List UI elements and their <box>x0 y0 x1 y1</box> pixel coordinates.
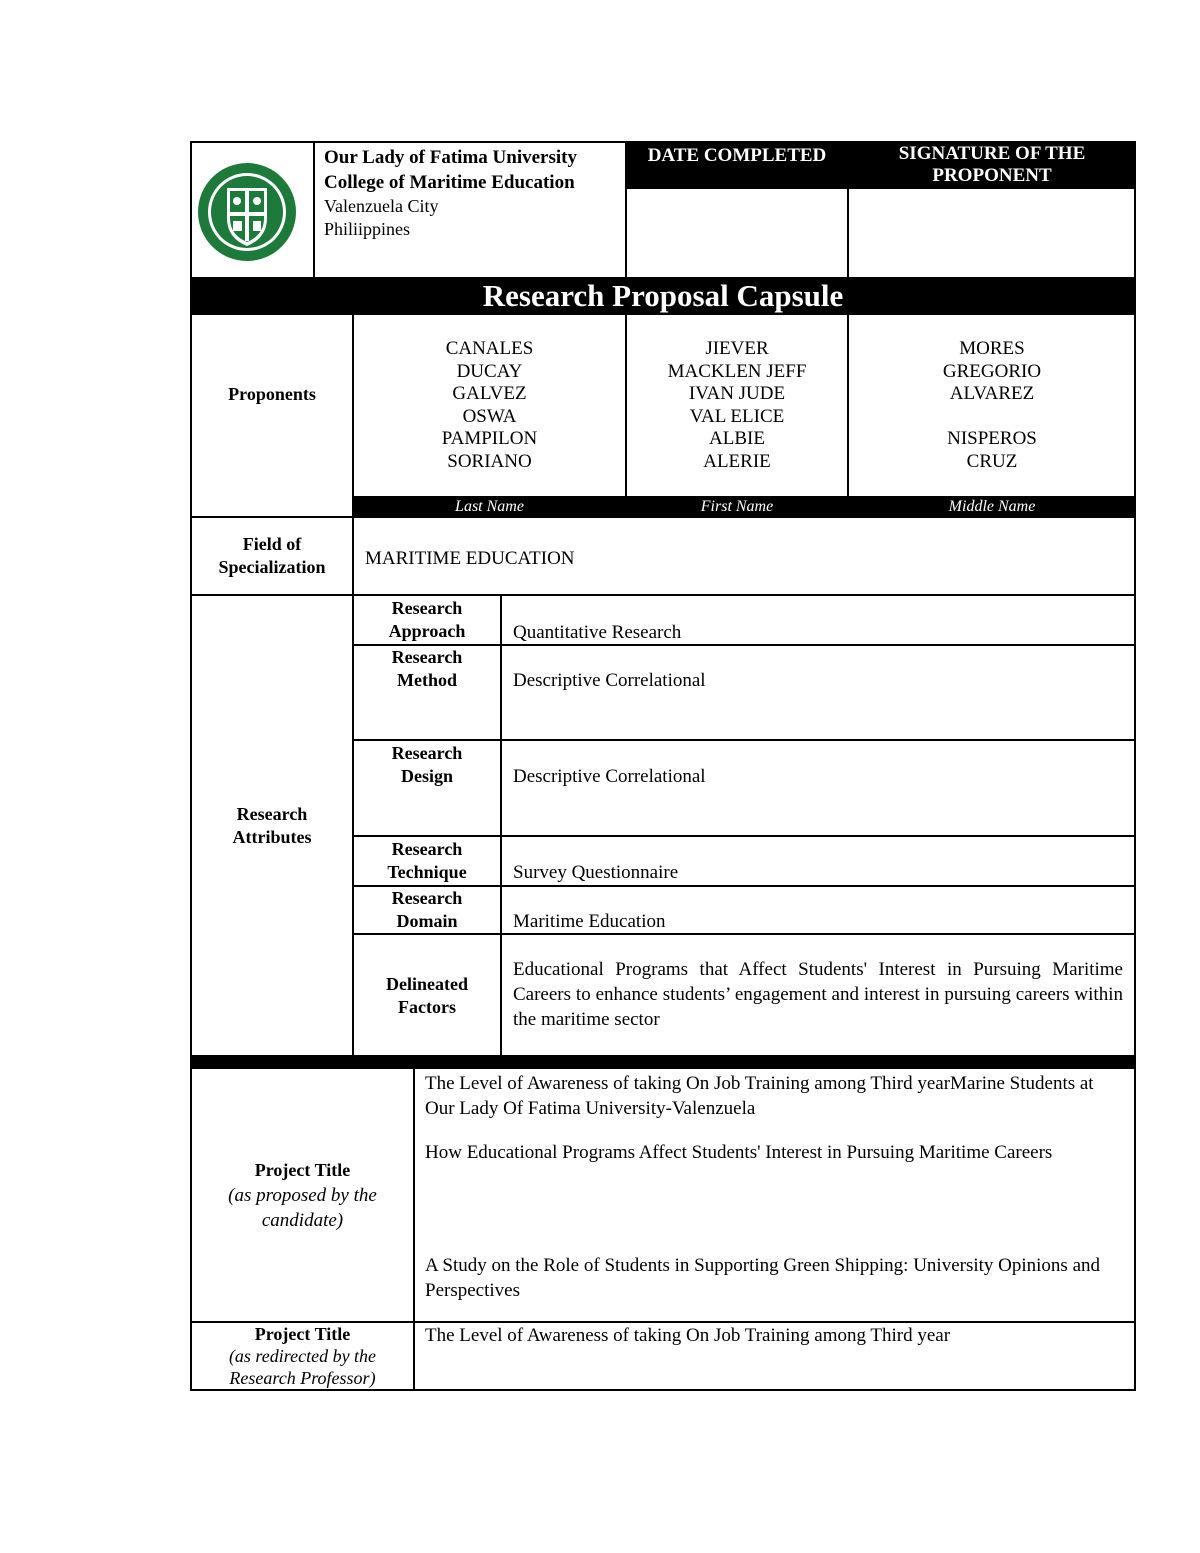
project-title-proposed-1: The Level of Awareness of taking On Job Training among Third yearMarine Students at Our Lady Of Fatima University-Valenzuela <box>425 1073 1094 1119</box>
capsule-title: Research Proposal Capsule <box>482 278 844 313</box>
research-approach-value: Quantitative Research <box>513 622 682 643</box>
proponents-label-cell <box>192 315 352 473</box>
middle-name: CRUZ <box>966 450 1018 472</box>
date-completed-header: DATE COMPLETED <box>627 141 847 189</box>
last-name: PAMPILON <box>441 428 538 449</box>
capsule-title-band <box>190 277 1136 315</box>
research-technique-value: Survey Questionnaire <box>513 862 679 883</box>
last-name: GALVEZ <box>452 383 527 404</box>
first-names-list <box>627 338 847 473</box>
first-name: MACKLEN JEFF <box>667 360 807 382</box>
last-name: OSWA <box>462 405 517 427</box>
field-value: MARITIME EDUCATION <box>365 548 575 569</box>
middle-name: MORES <box>959 338 1025 359</box>
header-divider-1 <box>313 141 315 278</box>
research-method-label: Research Method <box>391 647 463 690</box>
first-name: IVAN JUDE <box>688 383 786 404</box>
middle-name <box>849 406 1135 429</box>
table-right-border <box>1134 141 1136 1391</box>
field-label: Field of Specialization <box>218 534 326 577</box>
project-title-proposed-3: A Study on the Role of Students in Supporting Green Shipping: University Opinions and Perspectives <box>425 1255 1101 1301</box>
project-title-proposed-2: How Educational Programs Affect Students' Interest in Pursuing Maritime Careers <box>425 1142 1053 1163</box>
project-title-proposed-label-cell <box>192 1069 413 1321</box>
research-attributes-label: Research Attributes <box>232 804 312 847</box>
attribute-row-divider <box>354 835 1135 837</box>
delineated-factors-label: Delineated Factors <box>386 973 468 1017</box>
last-name: SORIANO <box>447 450 532 472</box>
research-technique-label: Research Technique <box>387 839 467 882</box>
project-title-redirected-sublabel: (as redirected by the Research Professor) <box>228 1346 377 1388</box>
middle-name-label: Middle Name <box>948 498 1036 515</box>
date-completed-field[interactable] <box>627 189 847 277</box>
first-name: JIEVER <box>705 338 769 359</box>
project-title-divider <box>413 1069 415 1391</box>
proponents-label: Proponents <box>228 383 316 404</box>
section-separator <box>190 1055 1136 1069</box>
first-name: VAL ELICE <box>689 405 785 427</box>
middle-name: NISPEROS <box>947 428 1037 449</box>
signature-field[interactable] <box>849 189 1135 277</box>
last-names-list <box>354 338 625 473</box>
university-seal-logo <box>196 158 298 266</box>
attribute-row-divider <box>354 739 1135 741</box>
attribute-value-divider <box>500 594 502 1057</box>
college-name: College of Maritime Education <box>324 172 575 193</box>
field-label-cell <box>192 518 352 594</box>
middle-name: ALVAREZ <box>949 383 1035 404</box>
research-domain-label: Research Domain <box>391 888 463 931</box>
project-title-proposed-sublabel: (as proposed by the candidate) <box>228 1184 377 1231</box>
university-info <box>324 145 624 241</box>
city: Valenzuela City <box>324 196 439 216</box>
research-domain-value: Maritime Education <box>513 911 666 932</box>
signature-header: SIGNATURE OF THE PROPONENT <box>849 141 1135 189</box>
research-method-value: Descriptive Correlational <box>513 670 706 691</box>
last-name-label: Last Name <box>455 498 524 515</box>
delineated-factors-value: Educational Programs that Affect Students' Interest in Pursuing Maritime Careers to enhance students’ engagement and interest in pursuing careers within the maritime sector <box>513 959 1123 1030</box>
last-name: DUCAY <box>456 360 523 382</box>
first-name-label: First Name <box>700 498 774 515</box>
project-title-redirected-label: Project Title <box>254 1324 351 1344</box>
research-design-value: Descriptive Correlational <box>513 766 706 787</box>
project-title-redirected-value: The Level of Awareness of taking On Job Training among Third year <box>425 1325 951 1346</box>
project-title-proposed-label: Project Title <box>254 1159 351 1180</box>
project-title-redirected-label-cell <box>192 1323 413 1389</box>
research-attributes-label-cell <box>192 596 352 1056</box>
research-design-label: Research Design <box>391 743 463 786</box>
first-name: ALBIE <box>709 428 765 449</box>
middle-names-list <box>849 338 1135 473</box>
research-approach-label: Research Approach <box>388 598 466 641</box>
first-name: ALERIE <box>703 450 771 472</box>
table-bottom-border <box>190 1389 1136 1391</box>
delineated-factors-label-cell <box>354 935 500 1056</box>
middle-name: GREGORIO <box>942 360 1042 382</box>
country: Philiippines <box>324 219 411 239</box>
last-name: CANALES <box>445 338 534 359</box>
university-name: Our Lady of Fatima University <box>324 147 577 168</box>
